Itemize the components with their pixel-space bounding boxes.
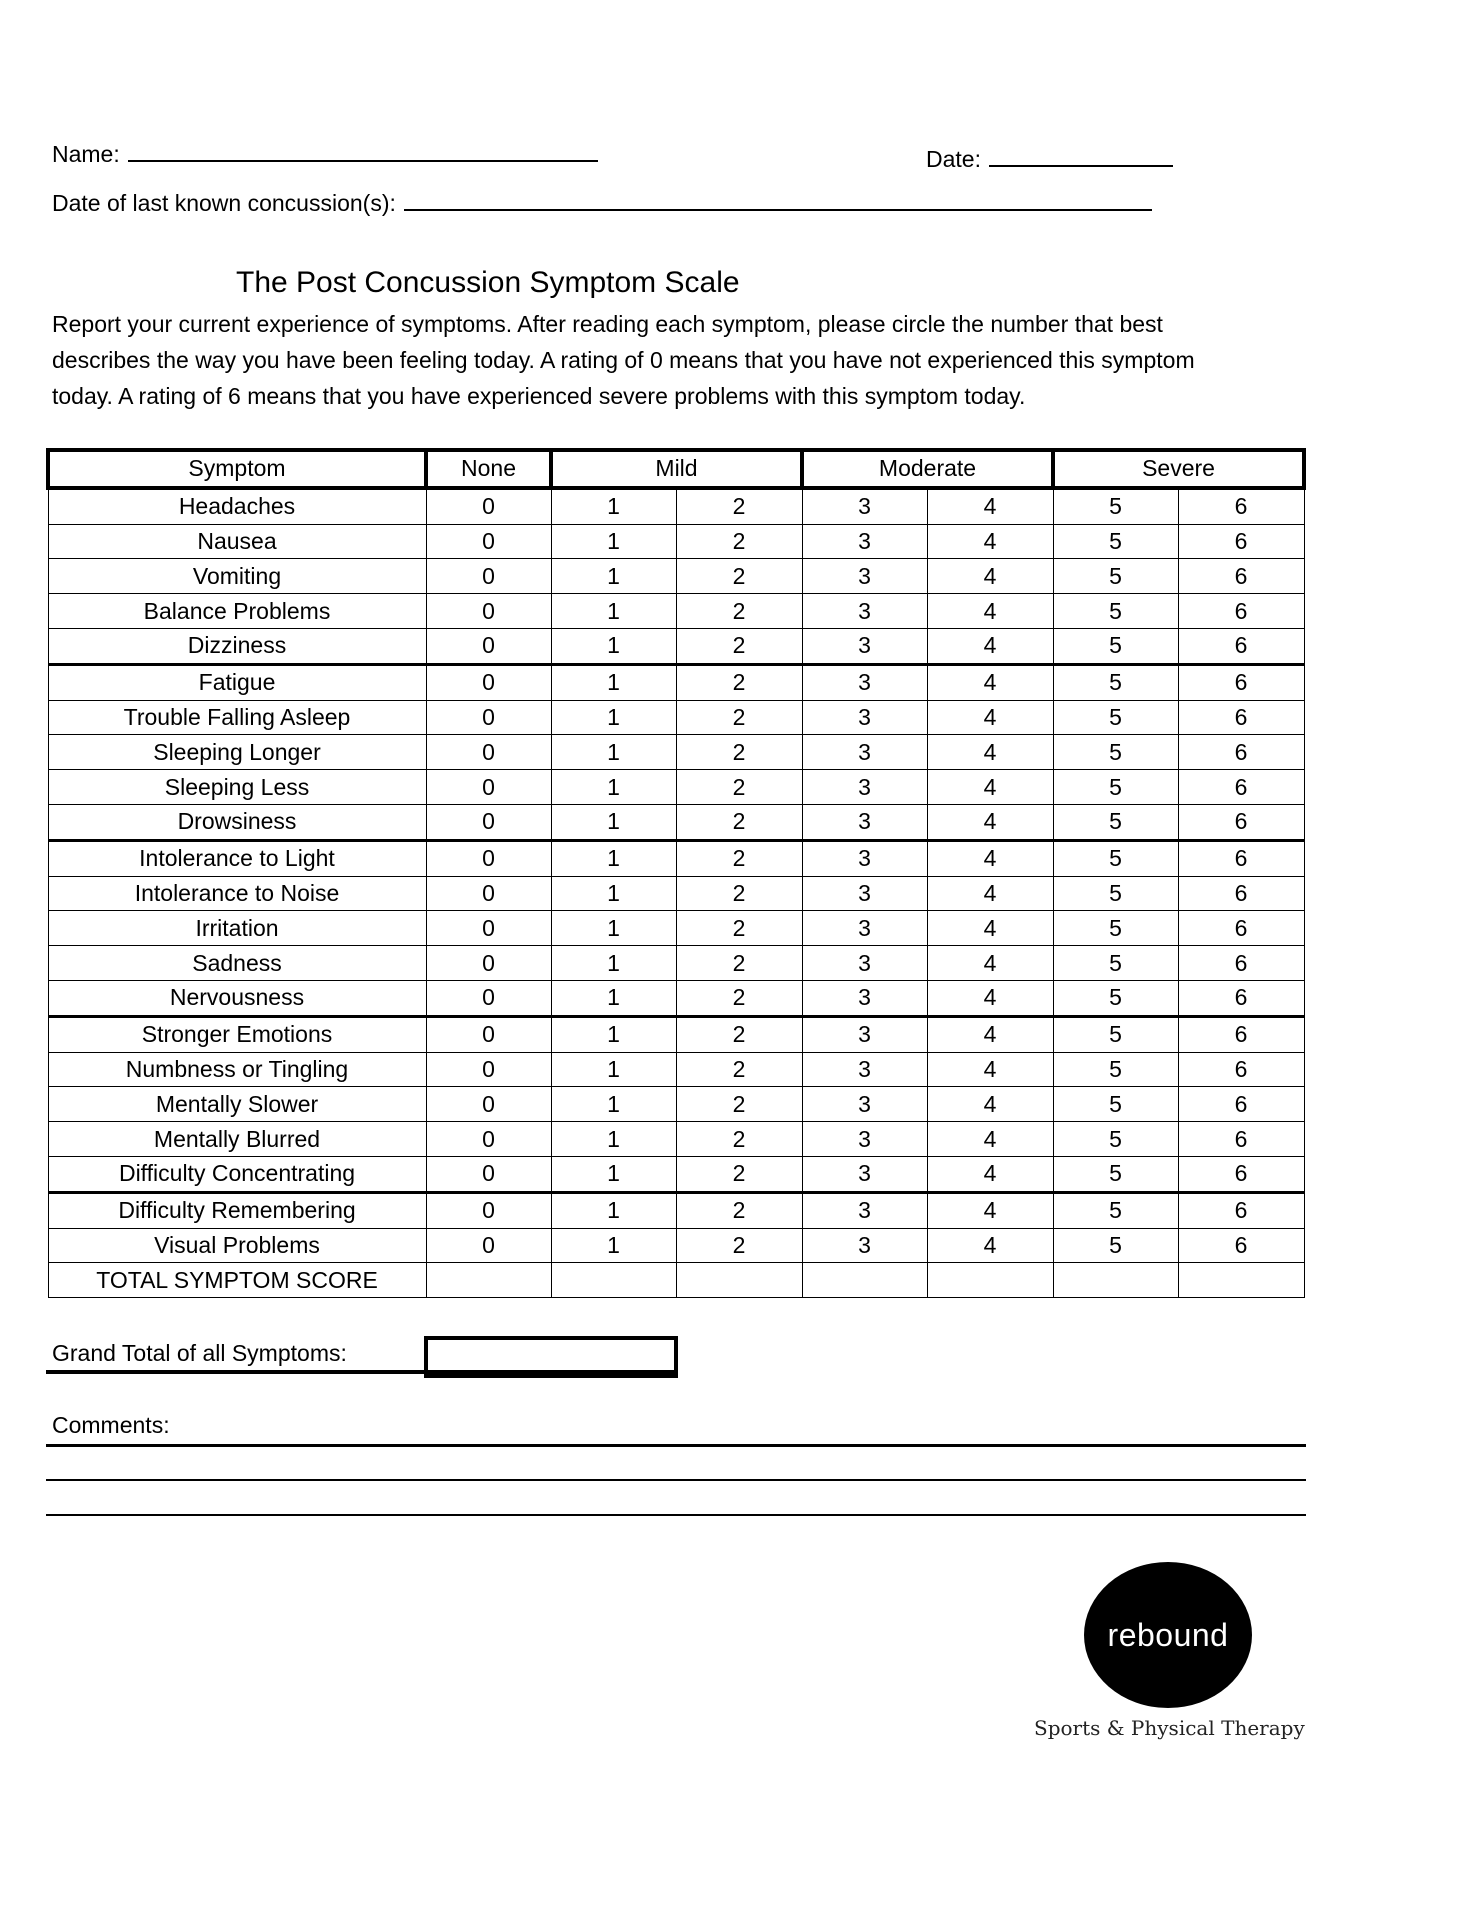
rating-5-cell[interactable]: 5 [1053,804,1178,840]
rating-5-cell[interactable]: 5 [1053,1192,1178,1228]
table-row [48,1228,1304,1263]
rating-1-cell[interactable]: 1 [551,1228,676,1263]
rating-1-cell[interactable]: 1 [551,735,676,770]
rating-2-cell[interactable]: 2 [676,1122,802,1157]
concussion-date-input-line[interactable] [404,207,1152,211]
rating-3-cell[interactable]: 3 [802,840,927,876]
rating-5-cell[interactable]: 5 [1053,559,1178,594]
rating-0-cell[interactable]: 0 [426,1192,551,1228]
rating-2-cell[interactable]: 2 [676,840,802,876]
rating-2-cell[interactable]: 2 [676,1192,802,1228]
table-row [48,559,1304,594]
rating-5-cell[interactable]: 5 [1053,911,1178,946]
symptom-name: Numbness or Tingling [48,1052,426,1087]
rating-2-cell[interactable]: 2 [676,980,802,1016]
rating-1-cell[interactable]: 1 [551,840,676,876]
total-cell[interactable] [802,1263,927,1298]
rating-2-cell[interactable]: 2 [676,664,802,700]
comments-line-1[interactable] [46,1444,1306,1447]
rating-4-cell[interactable]: 4 [927,1087,1053,1122]
rating-3-cell[interactable]: 3 [802,770,927,805]
table-row [48,524,1304,559]
name-label: Name: [52,141,120,167]
instructions: Report your current experience of symptoms. After reading each symptom, please circle the number that best describes the way you have been feeling today. A rating of 0 means that you have not experienced this symptom today. A rating of 6 means that you have experienced severe problems with this symptom today. [52,311,1195,409]
rating-6-cell[interactable]: 6 [1178,1192,1304,1228]
rating-3-cell[interactable]: 3 [802,804,927,840]
rating-5-cell[interactable]: 5 [1053,1156,1178,1192]
rating-2-cell[interactable]: 2 [676,770,802,805]
rating-2-cell[interactable]: 2 [676,911,802,946]
rating-4-cell[interactable]: 4 [927,876,1053,911]
rating-1-cell[interactable]: 1 [551,1052,676,1087]
rating-5-cell[interactable]: 5 [1053,488,1178,524]
rating-1-cell[interactable]: 1 [551,594,676,629]
rating-3-cell[interactable]: 3 [802,1016,927,1052]
rating-1-cell[interactable]: 1 [551,1192,676,1228]
rating-6-cell[interactable]: 6 [1178,911,1304,946]
table-row [48,1016,1304,1052]
symptom-name: Nausea [48,524,426,559]
rating-6-cell[interactable]: 6 [1178,980,1304,1016]
rating-5-cell[interactable]: 5 [1053,594,1178,629]
symptom-name: Drowsiness [48,804,426,840]
rating-3-cell[interactable]: 3 [802,488,927,524]
rating-5-cell[interactable]: 5 [1053,1052,1178,1087]
rating-4-cell[interactable]: 4 [927,946,1053,981]
total-row [48,1263,1304,1298]
rating-0-cell[interactable]: 0 [426,911,551,946]
rating-3-cell[interactable]: 3 [802,876,927,911]
rating-1-cell[interactable]: 1 [551,664,676,700]
header-none: None [426,450,551,488]
rating-6-cell[interactable]: 6 [1178,488,1304,524]
rating-3-cell[interactable]: 3 [802,1192,927,1228]
rating-1-cell[interactable]: 1 [551,1087,676,1122]
rating-0-cell[interactable]: 0 [426,980,551,1016]
table-header-row [48,450,1304,488]
rating-0-cell[interactable]: 0 [426,770,551,805]
rating-0-cell[interactable]: 0 [426,804,551,840]
rating-3-cell[interactable]: 3 [802,524,927,559]
rating-4-cell[interactable]: 4 [927,770,1053,805]
symptom-name: Vomiting [48,559,426,594]
concussion-date-field[interactable] [52,190,1152,217]
rating-2-cell[interactable]: 2 [676,628,802,664]
rating-6-cell[interactable]: 6 [1178,735,1304,770]
rating-0-cell[interactable]: 0 [426,628,551,664]
rating-3-cell[interactable]: 3 [802,1122,927,1157]
table-row [48,700,1304,735]
rating-5-cell[interactable]: 5 [1053,980,1178,1016]
rating-4-cell[interactable]: 4 [927,700,1053,735]
rating-5-cell[interactable]: 5 [1053,876,1178,911]
rating-5-cell[interactable]: 5 [1053,628,1178,664]
table-row [48,628,1304,664]
rating-0-cell[interactable]: 0 [426,735,551,770]
rating-0-cell[interactable]: 0 [426,840,551,876]
rating-6-cell[interactable]: 6 [1178,804,1304,840]
rating-2-cell[interactable]: 2 [676,1052,802,1087]
rating-6-cell[interactable]: 6 [1178,524,1304,559]
rating-6-cell[interactable]: 6 [1178,1087,1304,1122]
rating-0-cell[interactable]: 0 [426,1122,551,1157]
rating-1-cell[interactable]: 1 [551,770,676,805]
rating-5-cell[interactable]: 5 [1053,770,1178,805]
rating-3-cell[interactable]: 3 [802,1052,927,1087]
rating-1-cell[interactable]: 1 [551,911,676,946]
rating-2-cell[interactable]: 2 [676,946,802,981]
table-row [48,840,1304,876]
total-cell[interactable] [927,1263,1053,1298]
name-field[interactable] [52,141,598,168]
rating-3-cell[interactable]: 3 [802,911,927,946]
rating-0-cell[interactable]: 0 [426,664,551,700]
rating-2-cell[interactable]: 2 [676,804,802,840]
rating-2-cell[interactable]: 2 [676,524,802,559]
total-symptom-score-label: TOTAL SYMPTOM SCORE [48,1263,426,1298]
table-row [48,946,1304,981]
rating-6-cell[interactable]: 6 [1178,770,1304,805]
rating-4-cell[interactable]: 4 [927,911,1053,946]
rating-3-cell[interactable]: 3 [802,980,927,1016]
rating-4-cell[interactable]: 4 [927,1192,1053,1228]
rating-6-cell[interactable]: 6 [1178,840,1304,876]
rating-1-cell[interactable]: 1 [551,488,676,524]
date-field[interactable] [926,146,1173,173]
rating-4-cell[interactable]: 4 [927,559,1053,594]
total-cell[interactable] [1178,1263,1304,1298]
symptom-name: Irritation [48,911,426,946]
rating-5-cell[interactable]: 5 [1053,700,1178,735]
rating-0-cell[interactable]: 0 [426,559,551,594]
rating-5-cell[interactable]: 5 [1053,735,1178,770]
rating-6-cell[interactable]: 6 [1178,594,1304,629]
rating-6-cell[interactable]: 6 [1178,559,1304,594]
table-row [48,735,1304,770]
rating-0-cell[interactable]: 0 [426,524,551,559]
rebound-logo [1084,1562,1252,1708]
rating-0-cell[interactable]: 0 [426,700,551,735]
rating-0-cell[interactable]: 0 [426,1228,551,1263]
symptom-name: Sleeping Less [48,770,426,805]
rating-0-cell[interactable]: 0 [426,1087,551,1122]
rating-4-cell[interactable]: 4 [927,1016,1053,1052]
rating-0-cell[interactable]: 0 [426,1052,551,1087]
grand-total-box[interactable] [424,1336,678,1378]
rating-1-cell[interactable]: 1 [551,700,676,735]
rating-3-cell[interactable]: 3 [802,946,927,981]
rating-5-cell[interactable]: 5 [1053,1016,1178,1052]
table-row [48,876,1304,911]
table-row [48,911,1304,946]
table-row [48,770,1304,805]
date-input-line[interactable] [989,163,1173,167]
rating-6-cell[interactable]: 6 [1178,1016,1304,1052]
symptom-name: Visual Problems [48,1228,426,1263]
rating-5-cell[interactable]: 5 [1053,840,1178,876]
rating-3-cell[interactable]: 3 [802,700,927,735]
table-row [48,1156,1304,1192]
rating-2-cell[interactable]: 2 [676,559,802,594]
header-symptom: Symptom [48,450,426,488]
rating-4-cell[interactable]: 4 [927,804,1053,840]
table-row [48,1052,1304,1087]
rating-5-cell[interactable]: 5 [1053,1228,1178,1263]
rating-2-cell[interactable]: 2 [676,594,802,629]
symptom-name: Sadness [48,946,426,981]
rating-3-cell[interactable]: 3 [802,1087,927,1122]
rating-6-cell[interactable]: 6 [1178,946,1304,981]
rating-6-cell[interactable]: 6 [1178,664,1304,700]
rating-6-cell[interactable]: 6 [1178,1052,1304,1087]
rating-1-cell[interactable]: 1 [551,980,676,1016]
rating-3-cell[interactable]: 3 [802,1228,927,1263]
rating-2-cell[interactable]: 2 [676,876,802,911]
rating-5-cell[interactable]: 5 [1053,664,1178,700]
total-cell[interactable] [676,1263,802,1298]
logo-text: rebound [1107,1616,1229,1653]
rating-2-cell[interactable]: 2 [676,488,802,524]
total-cell[interactable] [551,1263,676,1298]
rating-2-cell[interactable]: 2 [676,1016,802,1052]
rating-4-cell[interactable]: 4 [927,594,1053,629]
symptom-name: Trouble Falling Asleep [48,700,426,735]
table-row [48,594,1304,629]
rating-1-cell[interactable]: 1 [551,628,676,664]
total-cell[interactable] [1053,1263,1178,1298]
symptom-name: Difficulty Concentrating [48,1156,426,1192]
symptom-name: Dizziness [48,628,426,664]
rating-1-cell[interactable]: 1 [551,876,676,911]
rating-3-cell[interactable]: 3 [802,664,927,700]
rating-1-cell[interactable]: 1 [551,524,676,559]
rating-4-cell[interactable]: 4 [927,524,1053,559]
rating-1-cell[interactable]: 1 [551,1016,676,1052]
rating-4-cell[interactable]: 4 [927,1052,1053,1087]
rating-3-cell[interactable]: 3 [802,594,927,629]
rating-4-cell[interactable]: 4 [927,840,1053,876]
table-row [48,1192,1304,1228]
rating-5-cell[interactable]: 5 [1053,524,1178,559]
table-row [48,664,1304,700]
rating-1-cell[interactable]: 1 [551,1156,676,1192]
rating-5-cell[interactable]: 5 [1053,1122,1178,1157]
rating-2-cell[interactable]: 2 [676,1087,802,1122]
rating-2-cell[interactable]: 2 [676,700,802,735]
rating-3-cell[interactable]: 3 [802,628,927,664]
rating-1-cell[interactable]: 1 [551,946,676,981]
logo-tagline: Sports & Physical Therapy [1034,1716,1305,1740]
rating-6-cell[interactable]: 6 [1178,1122,1304,1157]
symptom-name: Fatigue [48,664,426,700]
comments-line-2[interactable] [46,1479,1306,1481]
total-cell[interactable] [426,1263,551,1298]
symptom-name: Mentally Slower [48,1087,426,1122]
symptom-scale-table [46,448,1306,1298]
name-input-line[interactable] [128,158,598,162]
rating-4-cell[interactable]: 4 [927,1228,1053,1263]
rating-0-cell[interactable]: 0 [426,876,551,911]
rating-3-cell[interactable]: 3 [802,735,927,770]
rating-1-cell[interactable]: 1 [551,559,676,594]
symptom-name: Nervousness [48,980,426,1016]
symptom-name: Sleeping Longer [48,735,426,770]
rating-4-cell[interactable]: 4 [927,1122,1053,1157]
rating-4-cell[interactable]: 4 [927,664,1053,700]
rating-0-cell[interactable]: 0 [426,594,551,629]
header-severe: Severe [1053,450,1304,488]
symptom-name: Mentally Blurred [48,1122,426,1157]
rating-1-cell[interactable]: 1 [551,804,676,840]
rating-6-cell[interactable]: 6 [1178,628,1304,664]
rating-2-cell[interactable]: 2 [676,1156,802,1192]
table-row [48,804,1304,840]
rating-6-cell[interactable]: 6 [1178,1228,1304,1263]
rating-4-cell[interactable]: 4 [927,1156,1053,1192]
rating-5-cell[interactable]: 5 [1053,946,1178,981]
rating-2-cell[interactable]: 2 [676,1228,802,1263]
symptom-name: Balance Problems [48,594,426,629]
symptom-name: Difficulty Remembering [48,1192,426,1228]
form-title: The Post Concussion Symptom Scale [236,266,740,299]
rating-1-cell[interactable]: 1 [551,1122,676,1157]
rating-0-cell[interactable]: 0 [426,946,551,981]
table-row [48,1122,1304,1157]
header-mild: Mild [551,450,802,488]
rating-0-cell[interactable]: 0 [426,488,551,524]
symptom-name: Intolerance to Noise [48,876,426,911]
table-row [48,488,1304,524]
rating-0-cell[interactable]: 0 [426,1016,551,1052]
rating-0-cell[interactable]: 0 [426,1156,551,1192]
symptom-name: Stronger Emotions [48,1016,426,1052]
rating-6-cell[interactable]: 6 [1178,876,1304,911]
header-moderate: Moderate [802,450,1053,488]
rating-4-cell[interactable]: 4 [927,488,1053,524]
rating-3-cell[interactable]: 3 [802,1156,927,1192]
grand-total-label: Grand Total of all Symptoms: [52,1340,347,1366]
rating-6-cell[interactable]: 6 [1178,700,1304,735]
rating-5-cell[interactable]: 5 [1053,1087,1178,1122]
rating-4-cell[interactable]: 4 [927,628,1053,664]
rating-3-cell[interactable]: 3 [802,559,927,594]
table-row [48,1087,1304,1122]
rating-6-cell[interactable]: 6 [1178,1156,1304,1192]
rating-2-cell[interactable]: 2 [676,735,802,770]
rating-4-cell[interactable]: 4 [927,980,1053,1016]
date-label: Date: [926,146,981,172]
concussion-date-label: Date of last known concussion(s): [52,190,396,216]
table-row [48,980,1304,1016]
comments-label: Comments: [52,1412,170,1438]
comments-line-3[interactable] [46,1514,1306,1516]
symptom-name: Intolerance to Light [48,840,426,876]
symptom-name: Headaches [48,488,426,524]
rating-4-cell[interactable]: 4 [927,735,1053,770]
